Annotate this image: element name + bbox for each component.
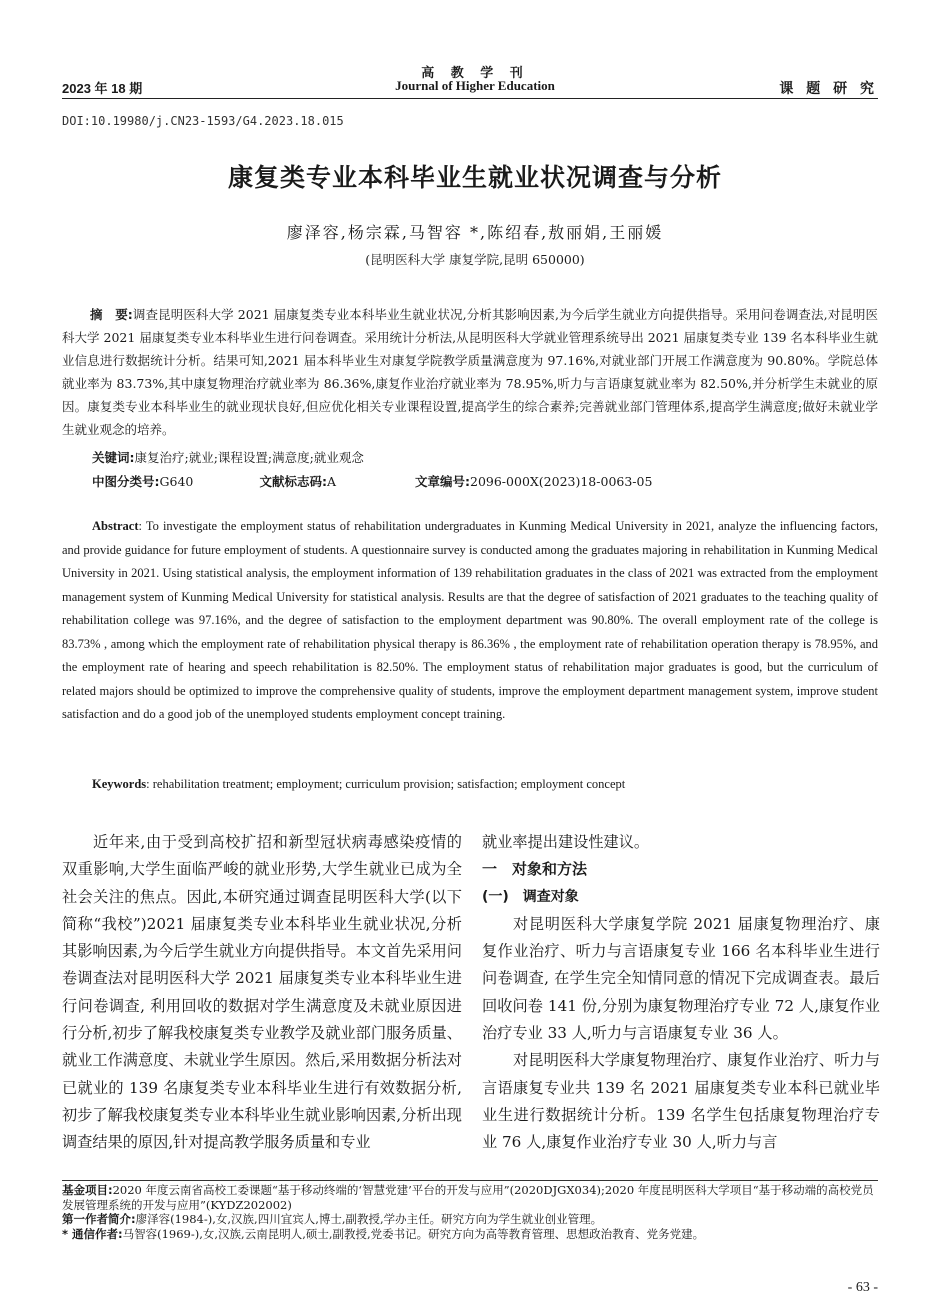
body-right-column bbox=[482, 829, 880, 1157]
doc-code-label: 文献标志码: bbox=[259, 474, 327, 489]
abstract-en-label: Abstract bbox=[92, 519, 139, 533]
footnote-rule bbox=[62, 1180, 878, 1181]
first-author-text: 廖泽容(1984-),女,汉族,四川宜宾人,博士,副教授,学办主任。研究方向为学生就业创业管理。 bbox=[135, 1212, 603, 1226]
funding-note bbox=[62, 1183, 878, 1212]
abstract-en-text: : To investigate the employment status of rehabilitation undergraduates in Kunming Medical University in 2021, analyze the influencing factors, and provide guidance for future employment of students. A questionnaire survey is conducted among the graduates majoring in rehabilitation in Kunming Medical University in 2021. Using statistical analysis, the employment information of 139 rehabilitation graduates in the class of 2021 was extracted from the employment management system of Kunming Medical University for statistical analysis. Results are that the degree of satisfaction of 2021 graduates to the teaching quality of rehabilitation college was 97.16%, and the degree of satisfaction to the employment department was 90.80%. The overall employment rate of the college is 83.73% , among which the employment rate of rehabilitation physical therapy is 86.36% , the employment rate of rehabilitation operation therapy is 78.95%, and the employment rate of hearing and speech rehabilitation is 82.50%. The employment status of rehabilitation major graduates is good, but the curriculum of related majors should be optimized to improve the comprehensive quality of students, improve the employment department management system, improve student satisfaction and do a good job of the unemployed students employment concept training. bbox=[62, 519, 878, 721]
column-label: 课 题 研 究 bbox=[779, 81, 878, 97]
paper-title: 康复类专业本科毕业生就业状况调查与分析 bbox=[227, 163, 722, 192]
intro-paragraph: 近年来,由于受到高校扩招和新型冠状病毒感染疫情的双重影响,大学生面临严峻的就业形势,大学生就业已成为全社会关注的焦点。因此,本研究通过调查昆明医科大学(以下简称“我校”)2021 届康复类专业本科毕业生就业状况,分析其影响因素,为今后学生就业方向提供指导。本文首先采用问卷调查法对昆明医科大学 2021 届康复类专业本科毕业生进行问卷调查, 利用回收的数据对学生满意度及未就业原因进行分析,初步了解我校康复类专业教学及就业部门服务质量、就业工作满意度、未就业学生原因。然后,采用数据分析法对已就业的 139 名康复类专业本科毕业生进行有效数据分析,初步了解我校康复类专业本科毕业生就业影响因素,分析出现调查结果的原因,针对提高教学服务质量和专业 bbox=[62, 833, 462, 1152]
keywords-cn bbox=[92, 446, 878, 469]
abstract-cn bbox=[62, 303, 878, 441]
intro-paragraph-continued: 就业率提出建设性建议。 bbox=[482, 833, 650, 851]
page-number: - 63 - bbox=[847, 1280, 878, 1295]
corresponding-author-text: 马智容(1969-),女,汉族,云南昆明人,硕士,副教授,党委书记。研究方向为高等教育管理、思想政治教育、党务党建。 bbox=[122, 1226, 705, 1241]
keywords-cn-text: 康复治疗;就业;课程设置;满意度;就业观念 bbox=[134, 450, 364, 465]
section-heading-1: 一 对象和方法 bbox=[482, 860, 588, 879]
abstract-en bbox=[62, 515, 878, 727]
issue-label: 2023 年 18 期 bbox=[62, 81, 143, 96]
first-author-note bbox=[62, 1212, 878, 1227]
body-paragraph-2: 对昆明医科大学康复物理治疗、康复作业治疗、听力与言语康复专业共 139 名 2021 届康复类专业本科已就业毕业生进行数据统计分析。139 名学生包括康复物理治疗专业 76 人,康复作业治疗专业 30 人,听力与言 bbox=[482, 1051, 880, 1152]
doc-code-value: A bbox=[327, 474, 337, 489]
journal-title-en: Journal of Higher Education bbox=[395, 78, 555, 93]
abstract-cn-text: 调查昆明医科大学 2021 届康复类专业本科毕业生就业状况,分析其影响因素,为今后学生就业方向提供指导。采用问卷调查法,对昆明医科大学 2021 届康复类专业本科毕业生进行问卷调查。采用统计分析法,从昆明医科大学就业管理系统导出 2021 届康复类专业 139 名本科毕业生就业信息进行数据统计分析。结果可知,2021 届本科毕业生对康复学院教学质量满意度为 97.16%,对就业部门开展工作满意度为 90.80%。学院总体就业率为 83.73%,其中康复物理治疗就业率为 86.36%,康复作业治疗就业率为 78.95%,听力与言语康复就业率为 82.50%,并分析学生未就业的原因。康复类专业本科毕业生的就业现状良好,但应优化相关专业课程设置,提高学生的综合素养;完善就业部门管理体系,提高学生满意度;做好未就业学生就业观念的培养。 bbox=[62, 307, 879, 437]
doi: DOI:10.19980/j.CN23-1593/G4.2023.18.015 bbox=[62, 114, 344, 128]
abstract-cn-label: 摘 要: bbox=[90, 307, 133, 322]
keywords-cn-label: 关键词: bbox=[92, 450, 135, 465]
classification-line bbox=[92, 470, 878, 493]
funding-text: 2020 年度云南省高校工委课题“基于移动终端的‘智慧党建’平台的开发与应用”(2020DJGX034);2020 年度昆明医科大学项目“基于移动端的高校党员发展管理系统的开发与应用”(KYDZ202002) bbox=[62, 1183, 874, 1212]
keywords-en-label: Keywords bbox=[92, 777, 147, 791]
keywords-en bbox=[92, 773, 878, 797]
clc-value: G640 bbox=[159, 474, 194, 489]
affiliation: (昆明医科大学 康复学院,昆明 650000) bbox=[365, 252, 585, 267]
journal-title-cn: 高 教 学 刊 bbox=[421, 66, 529, 81]
header-rule bbox=[62, 98, 878, 99]
keywords-en-text: : rehabilitation treatment; employment; curriculum provision; satisfaction; employment concept bbox=[146, 777, 626, 791]
author-list: 廖泽容,杨宗霖,马智容 *,陈绍春,敖丽娟,王丽媛 bbox=[286, 223, 664, 242]
corresponding-author-note bbox=[62, 1227, 878, 1242]
corresponding-author-label: * 通信作者: bbox=[62, 1226, 123, 1241]
funding-label: 基金项目: bbox=[62, 1183, 113, 1197]
article-no-label: 文章编号: bbox=[415, 474, 470, 489]
subsection-heading-1: (一) 调查对象 bbox=[482, 888, 579, 905]
article-no-value: 2096-000X(2023)18-0063-05 bbox=[470, 474, 653, 489]
body-left-column bbox=[62, 829, 462, 1157]
body-paragraph-1: 对昆明医科大学康复学院 2021 届康复物理治疗、康复作业治疗、听力与言语康复专业 166 名本科毕业生进行问卷调查, 在学生完全知情同意的情况下完成调查表。最后回收问卷 141 份,分别为康复物理治疗专业 72 人,康复作业治疗专业 33 人,听力与言语康复专业 36 人。 bbox=[482, 914, 880, 1043]
footnotes bbox=[62, 1183, 878, 1241]
first-author-label: 第一作者简介: bbox=[62, 1212, 136, 1226]
clc-label: 中图分类号: bbox=[92, 474, 160, 489]
